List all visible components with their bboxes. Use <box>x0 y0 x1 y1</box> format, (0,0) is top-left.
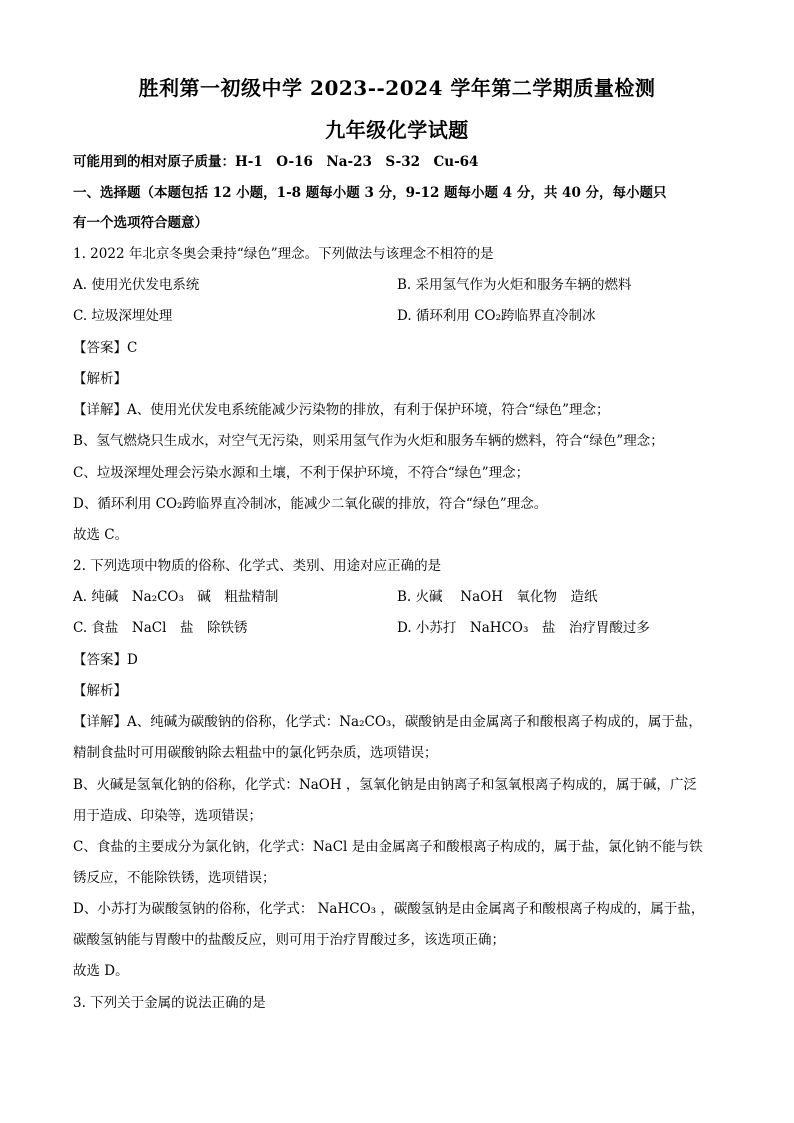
section-heading: 一、选择题（本题包括 12 小题，1-8 题每小题 3 分，9-12 题每小题 4 分，共 40 分，每小题只 <box>73 185 667 201</box>
question-2-detail-line: D、小苏打为碳酸氢钠的俗称，化学式： NaHCO₃ ，碳酸氢钠是由金属离子和酸根离子构成的，属于盐， <box>73 901 705 917</box>
question-1-option-b: B. 采用氢气作为火炬和服务车辆的燃料 <box>397 277 632 293</box>
question-3-stem: 3. 下列关于金属的说法正确的是 <box>73 995 266 1011</box>
question-1-stem: 1. 2022 年北京冬奥会秉持“绿色”理念。下列做法与该理念不相符的是 <box>73 246 494 262</box>
question-2-detail-line: 碳酸氢钠能与胃酸中的盐酸反应，则可用于治疗胃酸过多，该选项正确； <box>73 932 505 948</box>
question-1-option-d: D. 循环利用 CO₂跨临界直冷制冰 <box>397 308 596 324</box>
question-2-detail-line: 锈反应，不能除铁锈，选项错误； <box>73 870 276 886</box>
question-2-detail-line: B、火碱是氢氧化钠的俗称，化学式：NaOH ，氢氧化钠是由钠离子和氢氧根离子构成的，属于碱，广泛 <box>73 777 697 793</box>
question-1-detail-line: C、垃圾深埋处理会污染水源和土壤，不利于保护环境，不符合“绿色”理念； <box>73 465 530 481</box>
question-1-answer: 【答案】C <box>73 340 138 356</box>
question-2-detail-line: 故选 D。 <box>73 963 129 979</box>
question-2-stem: 2. 下列选项中物质的俗称、化学式、类别、用途对应正确的是 <box>73 558 442 574</box>
question-2-detail-line: 【详解】A、纯碱为碳酸钠的俗称，化学式：Na₂CO₃，碳酸钠是由金属离子和酸根离子构成的，属于盐， <box>73 714 702 730</box>
question-2-option-b: B. 火碱 NaOH 氧化物 造纸 <box>397 589 598 605</box>
question-1-detail-line: D、循环利用 CO₂跨临界直冷制冰，能减少二氧化碳的排放，符合“绿色”理念。 <box>73 496 548 512</box>
atomic-masses: 可能用到的相对原子质量：H-1 O-16 Na-23 S-32 Cu-64 <box>73 154 479 170</box>
question-2-option-a: A. 纯碱 Na₂CO₃ 碱 粗盐精制 <box>73 589 279 605</box>
question-2-option-c: C. 食盐 NaCl 盐 除铁锈 <box>73 620 248 636</box>
question-1-analysis-label: 【解析】 <box>73 371 127 387</box>
exam-subtitle: 九年级化学试题 <box>325 118 469 142</box>
question-2-detail-line: C、食盐的主要成分为氯化钠，化学式：NaCl 是由金属离子和酸根离子构成的，属于盐，氯化钠不能与铁 <box>73 839 703 855</box>
question-2-detail-line: 用于造成、印染等，选项错误； <box>73 808 262 824</box>
question-2-analysis-label: 【解析】 <box>73 683 127 699</box>
question-1-option-a: A. 使用光伏发电系统 <box>73 277 200 293</box>
question-1-detail-line: 故选 C。 <box>73 527 129 543</box>
question-2-detail-line: 精制食盐时可用碳酸钠除去粗盐中的氯化钙杂质，选项错误； <box>73 745 438 761</box>
exam-title: 胜利第一初级中学 2023--2024 学年第二学期质量检测 <box>138 76 656 100</box>
question-2-option-d: D. 小苏打 NaHCO₃ 盐 治疗胃酸过多 <box>397 620 650 636</box>
question-1-detail-line: 【详解】A、使用光伏发电系统能减少污染物的排放，有利于保护环境，符合“绿色”理念； <box>73 402 610 418</box>
section-heading-cont: 有一个选项符合题意） <box>73 215 208 231</box>
question-2-answer: 【答案】D <box>73 652 138 668</box>
question-1-detail-line: B、氢气燃烧只生成水，对空气无污染，则采用氢气作为火炬和服务车辆的燃料，符合“绿色”理念； <box>73 433 664 449</box>
question-1-option-c: C. 垃圾深埋处理 <box>73 308 173 324</box>
